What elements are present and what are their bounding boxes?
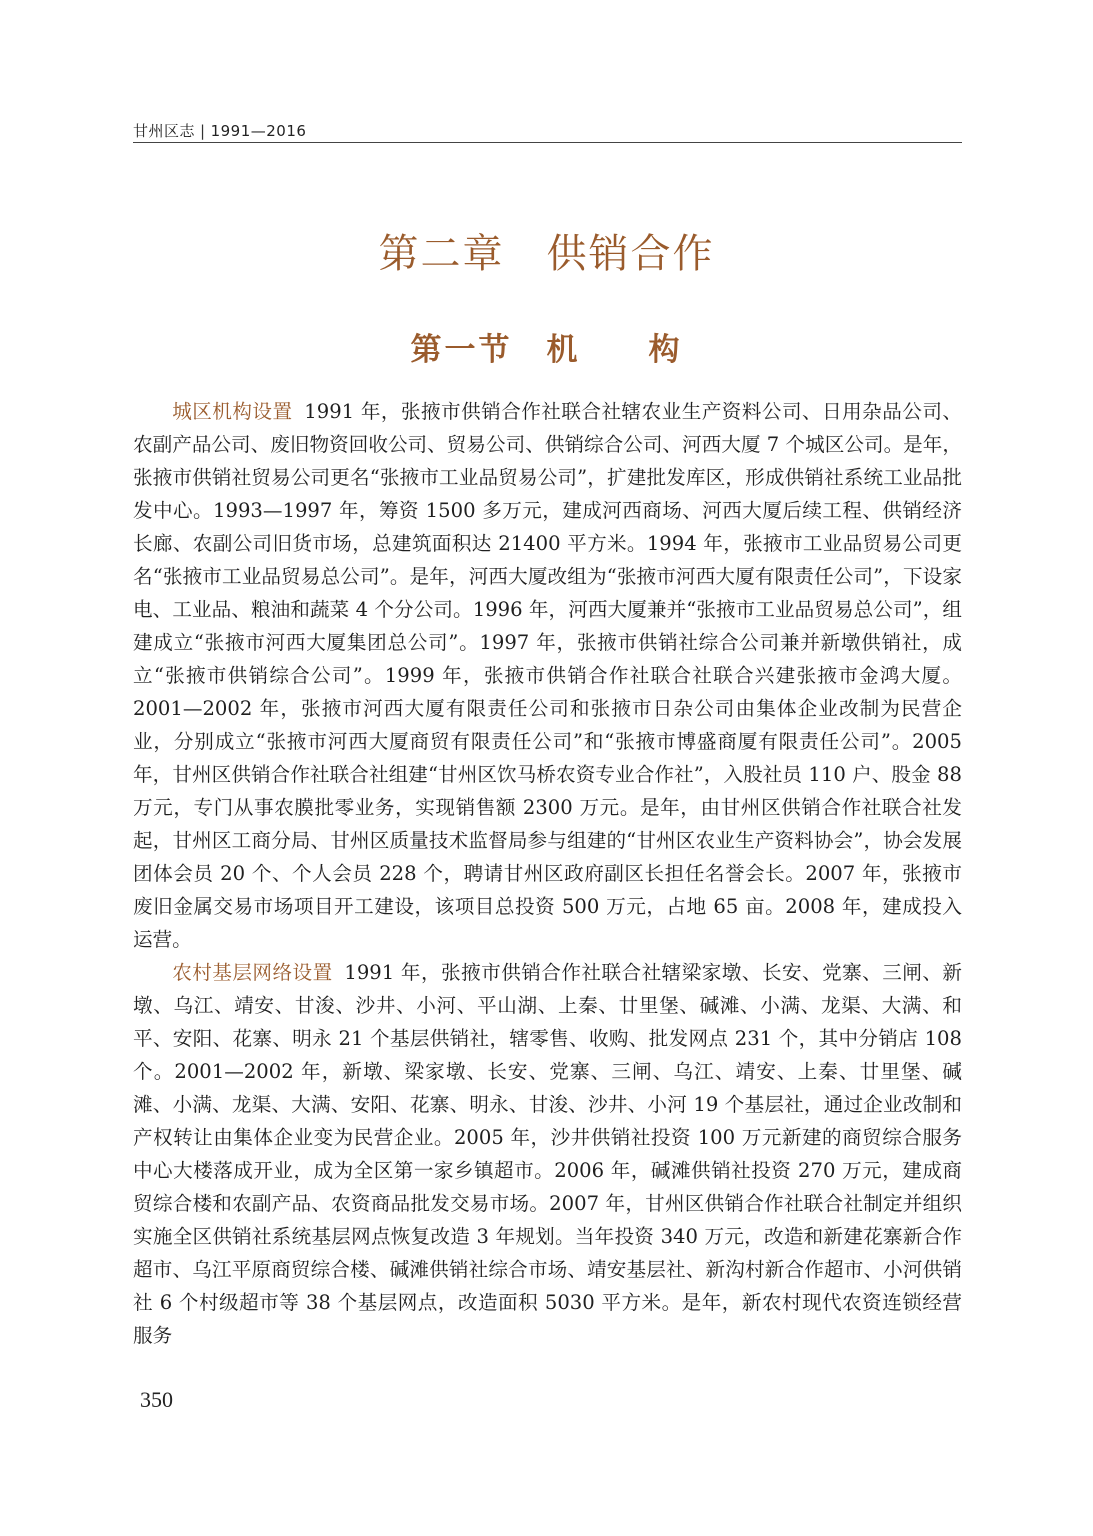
paragraph-body: 1991 年，张掖市供销合作社联合社辖农业生产资料公司、日用杂品公司、农副产品公司、废旧物资回收公司、贸易公司、供销综合公司、河西大厦 7 个城区公司。是年，张掖市供销社贸易公司更名“张掖市工业品贸易公司”，扩建批发库区，形成供销社系统工业品批发中心。1993—1997 年，筹资 1500 多万元，建成河西商场、河西大厦后续工程、供销经济长廊、农副公司旧货市场，总建筑面积达 21400 平方米。1994 年，张掖市工业品贸易公司更名“张掖市工业品贸易总公司”。是年，河西大厦改组为“张掖市河西大厦有限责任公司”，下设家电、工业品、粮油和蔬菜 4 个分公司。1996 年，河西大厦兼并“张掖市工业品贸易总公司”，组建成立“张掖市河西大厦集团总公司”。1997 年，张掖市供销社综合公司兼并新墩供销社，成立“张掖市供销综合公司”。1999 年，张掖市供销合作社联合社联合兴建张掖市金鸿大厦。2001—2002 年，张掖市河西大厦有限责任公司和张掖市日杂公司由集体企业改制为民营企业，分别成立“张掖市河西大厦商贸有限责任公司”和“张掖市博盛商厦有限责任公司”。2005 年，甘州区供销合作社联合社组建“甘州区饮马桥农资专业合作社”，入股社员 110 户、股金 88 万元，专门从事农膜批零业务，实现销售额 2300 万元。是年，由甘州区供销合作社联合社发起，甘州区工商分局、甘州区质量技术监督局参与组建的“甘州区农业生产资料协会”，协会发展团体会员 20 个、个人会员 228 个，聘请甘州区政府副区长担任名誉会长。2007 年，张掖市废旧金属交易市场项目开工建设，该项目总投资 500 万元，占地 65 亩。2008 年，建成投入运营。 [133,400,962,951]
section-title: 第一节 机 构 [410,332,683,368]
paragraph-topic: 农村基层网络设置 [172,961,333,984]
book-years: 1991—2016 [210,122,307,140]
paragraph-topic: 城区机构设置 [172,400,293,423]
book-title: 甘州区志 [133,122,196,140]
page-number: 350 [140,1387,173,1412]
header-separator: | [200,122,206,140]
header-rule [133,142,962,143]
paragraph-body: 1991 年，张掖市供销合作社联合社辖梁家墩、长安、党寨、三闸、新墩、乌江、靖安、甘浚、沙井、小河、平山湖、上秦、廿里堡、碱滩、小满、龙渠、大满、和平、安阳、花寨、明永 21 个基层供销社，辖零售、收购、批发网点 231 个，其中分销店 108 个。2001—2002 年，新墩、梁家墩、长安、党寨、三闸、乌江、靖安、上秦、廿里堡、碱滩、小满、龙渠、大满、安阳、花寨、明永、甘浚、沙井、小河 19 个基层社，通过企业改制和产权转让由集体企业变为民营企业。2005 年，沙井供销社投资 100 万元新建的商贸综合服务中心大楼落成开业，成为全区第一家乡镇超市。2006 年，碱滩供销社投资 270 万元，建成商贸综合楼和农副产品、农资商品批发交易市场。2007 年，甘州区供销合作社联合社制定并组织实施全区供销社系统基层网点恢复改造 3 年规划。当年投资 340 万元，改造和新建花寨新合作超市、乌江平原商贸综合楼、碱滩供销社综合市场、靖安基层社、新沟村新合作超市、小河供销社 6 个村级超市等 38 个基层网点，改造面积 5030 平方米。是年，新农村现代农资连锁经营服务 [133,961,962,1347]
paragraph-urban-institutions [133,395,962,956]
chapter-title: 第二章 供销合作 [378,231,715,277]
body-text [133,395,962,1352]
paragraph-rural-network [133,956,962,1352]
running-header [133,120,306,141]
